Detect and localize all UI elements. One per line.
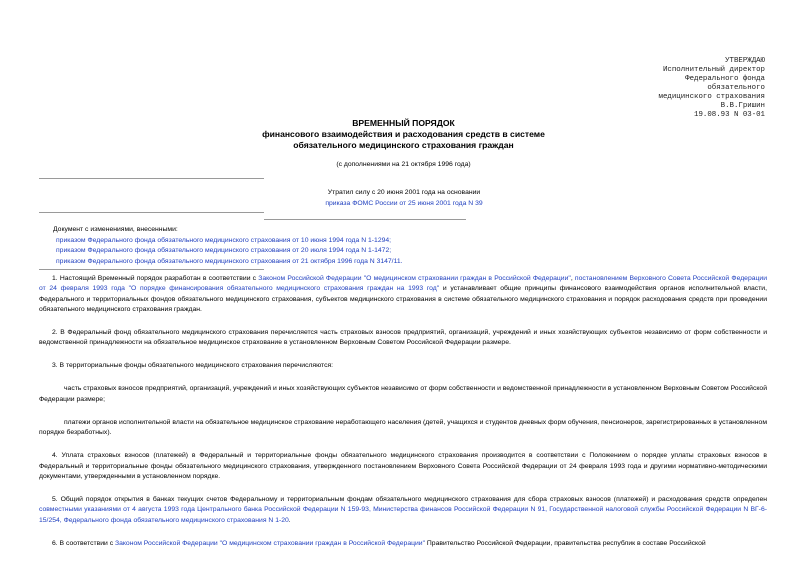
paragraph-3b: платежи органов исполнительной власти на обязательное медицинское страхование неработающего населения (детей, учащихся и студентов дневных форм обучения, пенсионеров, зарегистрированных в установленном порядке безработных). xyxy=(39,418,767,437)
approval-line: Федерального фонда xyxy=(685,75,765,83)
approval-line: медицинского страхования xyxy=(658,93,765,101)
change-link[interactable]: приказом Федерального фонда обязательного медицинского страхования от 10 июня 1994 года N 1-1294; xyxy=(56,236,392,244)
paragraph-5: 5. Общий порядок открытия в банках текущих счетов Федеральному и территориальным фондам обязательного медицинского страхования для сбора страховых взносов (платежей) и расходования средств определен совместными указаниями от 4 августа 1993 года Центрального банка Российской Федерации N 159-93, Министерства финансов Российской Федерации N 91, Государственной налоговой службы Российской Федерации N ВГ-6-15/254, Федерального фонда обязательного медицинского страхования N 1-20. xyxy=(39,495,767,524)
divider xyxy=(39,212,264,213)
lost-force-link[interactable]: приказа ФОМС России от 25 июня 2001 года N 39 xyxy=(325,200,483,207)
divider xyxy=(264,219,466,220)
paragraph-1: 1. Настоящий Временный порядок разработан в соответствии с Законом Российской Федерации "О медицинском страховании граждан в Российской Федерации", постановлением Верховного Совета Российской Федерации от 24 февраля 1993 года "О порядке финансирования обязательного медицинского страхования граждан на 1993 год" и устанавливает общие принципы финансового взаимодействия органов исполнительной власти, Федерального и территориальных фондов обязательного медицинского страхования, субъектов медицинского страхования в системе обязательного медицинского страхования и порядок расходования средств при проведении обязательного медицинского страхования граждан. xyxy=(39,275,767,313)
title-line: финансового взаимодействия и расходования средств в системе xyxy=(262,129,545,140)
paragraph-4: 4. Уплата страховых взносов (платежей) в Федеральный и территориальные фонды обязательного медицинского страхования производится в соответствии с Положением о порядке уплаты страховых взносов в Федеральный и территориальные фонды обязательного медицинского страхования, утвержденного постановлением Верховного Совета Российской Федерации от 24 февраля 1993 года и другими нормативно-методическими документами, утвержденными в установленном порядке. xyxy=(39,452,767,480)
doc-changes xyxy=(53,225,403,267)
paragraph-6: 6. В соответствии с Законом Российской Федерации "О медицинском страховании граждан в Российской Федерации" Правительство Российской Федерации, правительства республик в составе Российской xyxy=(52,539,706,547)
lost-force-text: Утратил силу с 20 июня 2001 года на основании xyxy=(327,189,481,196)
approval-line: обязательного xyxy=(707,84,765,92)
resolution-link[interactable]: постановлением Верховного Совета Российской Федерации от 24 февраля 1993 года "О порядке финансирования обязательного медицинского страхования граждан на 1993 год" xyxy=(39,275,767,293)
law-link[interactable]: Законом Российской Федерации "О медицинском страховании граждан в Российской Федерации" xyxy=(115,539,426,547)
title-line: обязательного медицинского страхования граждан xyxy=(293,140,514,151)
title-line: ВРЕМЕННЫЙ ПОРЯДОК xyxy=(352,118,455,128)
divider xyxy=(39,178,264,179)
paragraph-3: 3. В территориальные фонды обязательного медицинского страхования перечисляются: xyxy=(52,362,334,370)
approval-line: 19.08.93 N 03-01 xyxy=(694,111,765,119)
law-link[interactable]: Законом Российской Федерации "О медицинском страховании граждан в Российской Федерации" xyxy=(258,275,571,282)
lost-force-note xyxy=(304,187,504,209)
document-body xyxy=(39,274,767,562)
change-link[interactable]: приказом Федерального фонда обязательного медицинского страхования от 20 июля 1994 года N 1-1472; xyxy=(56,247,392,255)
approval-line: УТВЕРЖДАЮ xyxy=(725,57,765,65)
paragraph-3a: часть страховых взносов предприятий, организаций, учреждений и иных хозяйствующих субъектов независимо от форм собственности и ведомственной принадлежности в установленном Верховным Советом Российской Федерации размере; xyxy=(39,385,767,403)
document-title xyxy=(0,118,807,152)
paragraph-2: 2. В Федеральный фонд обязательного медицинского страхования перечисляется часть страховых взносов предприятий, организаций, учреждений и иных хозяйствующих субъектов независимо от форм собственности и ведомственной принадлежности на обязательное медицинское страхование в установленном Верховным Советом Российской Федерации размере. xyxy=(39,328,767,347)
additions-note: (с дополнениями на 21 октября 1996 года) xyxy=(336,161,471,168)
approval-line: Исполнительный директор xyxy=(662,66,765,74)
approval-line: В.В.Гришин xyxy=(720,102,765,110)
change-link[interactable]: приказом Федерального фонда обязательного медицинского страхования от 21 октября 1996 года N 3147/11. xyxy=(56,257,403,265)
doc-changes-label: Документ с изменениями, внесенными: xyxy=(53,226,178,233)
divider xyxy=(39,269,264,270)
joint-instructions-link[interactable]: совместными указаниями от 4 августа 1993 года Центрального банка Российской Федерации N 159-93, Министерства финансов Российской Федерации N 91, Государственной налоговой службы Российской Федерации N ВГ-6-15/254, Федерального фонда обязательного медицинского страхования N 1-20 xyxy=(39,506,767,524)
approval-block xyxy=(659,57,765,120)
